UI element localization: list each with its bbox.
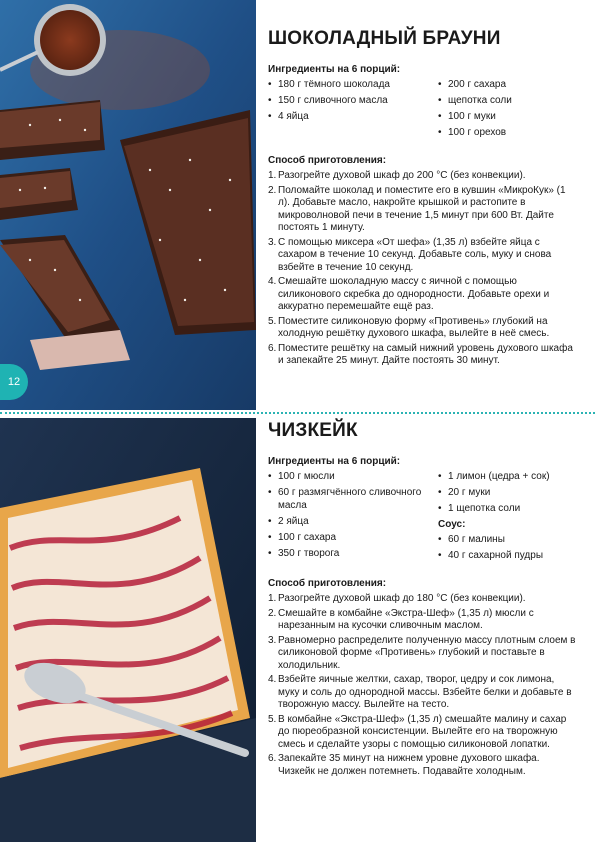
ingredient-item: • 350 г творога bbox=[268, 548, 438, 561]
step-item bbox=[268, 170, 578, 183]
step-text: Разогрейте духовой шкаф до 200 °C (без конвекции). bbox=[278, 170, 526, 181]
ingredient-item: • 1 щепотка соли bbox=[438, 503, 578, 516]
step-number: 3. bbox=[268, 634, 277, 646]
ingredient-item: • 150 г сливочного масла bbox=[268, 95, 438, 108]
step-text: Равномерно распределите полученную массу плотным слоем в силиконовой форме «Противень» глубокий и поставьте в холодильник. bbox=[278, 634, 576, 671]
ingredient-item: • 180 г тёмного шоколада bbox=[268, 79, 438, 92]
step-item bbox=[268, 276, 578, 314]
step-text: Поместите решётку на самый нижний уровень духового шкафа и запекайте 25 минут. Дайте постоять 30 минут. bbox=[278, 342, 573, 366]
step-number: 6. bbox=[268, 753, 277, 764]
step-number: 6. bbox=[268, 342, 277, 354]
step-item bbox=[268, 593, 578, 606]
step-text: Запекайте 35 минут на нижнем уровне духового шкафа. Чизкейк не должен потемнеть. Подавайте холодным. bbox=[278, 753, 540, 777]
step-item bbox=[268, 714, 578, 752]
brownie-method-heading: Способ приготовления: bbox=[268, 155, 387, 166]
ingredient-item: • 100 г орехов bbox=[438, 127, 578, 140]
step-number: 5. bbox=[268, 315, 277, 327]
step-text: С помощью миксера «От шефа» (1,35 л) взбейте яйца с сахаром в течение 10 секунд. Добавьте соль, муку и снова взбейте в течение 10 секунд. bbox=[278, 236, 552, 273]
step-item bbox=[268, 608, 578, 633]
step-text: Разогрейте духовой шкаф до 180 °C (без конвекции). bbox=[278, 593, 526, 604]
cheesecake-ingredients-col2 bbox=[438, 471, 578, 566]
ingredient-item: • 60 г размягчённого сливочного масла bbox=[268, 487, 438, 512]
ingredient-item: • 100 г муки bbox=[438, 111, 578, 124]
step-text: В комбайне «Экстра-Шеф» (1,35 л) смешайте малину и сахар до пюреобразной консистенции. Вылейте его на творожную смесь и сделайте узоры с помощью силиконовой лопатки. bbox=[278, 713, 567, 750]
step-number: 1. bbox=[268, 593, 277, 604]
step-number: 4. bbox=[268, 674, 277, 685]
brownie-ingredients bbox=[268, 79, 578, 143]
step-number: 2. bbox=[268, 607, 277, 619]
ingredient-item: • 200 г сахара bbox=[438, 79, 578, 92]
step-text: Поместите силиконовую форму «Противень» глубокий на холодную решётку духового шкафа, вылейте в неё смесь. bbox=[278, 315, 550, 339]
ingredient-item: • 40 г сахарной пудры bbox=[438, 550, 578, 563]
brownie-ingredients-col1 bbox=[268, 79, 438, 143]
ingredient-item: • 100 г сахара bbox=[268, 532, 438, 545]
cheesecake-recipe bbox=[268, 420, 578, 780]
ingredient-item: • 60 г малины bbox=[438, 534, 578, 547]
section-divider bbox=[0, 412, 595, 414]
step-item bbox=[268, 753, 578, 778]
step-text: Поломайте шоколад и поместите его в кувшин «МикроКук» (1 л). Добавьте масло, накройте крышкой и растопите в микроволновой печи в течение 1,5 минут при 600 Вт. Дайте постоять 1 минуту. bbox=[278, 184, 566, 233]
step-number: 2. bbox=[268, 184, 277, 196]
brownie-photo bbox=[0, 0, 256, 410]
ingredient-item: • 4 яйца bbox=[268, 111, 438, 124]
sauce-heading: Соус: bbox=[438, 519, 466, 530]
step-number: 4. bbox=[268, 276, 277, 287]
step-item bbox=[268, 316, 578, 341]
brownie-steps bbox=[268, 170, 578, 368]
brownie-ingredients-col2 bbox=[438, 79, 578, 143]
ingredient-item: • щепотка соли bbox=[438, 95, 578, 108]
step-number: 3. bbox=[268, 236, 277, 248]
step-item bbox=[268, 635, 578, 673]
step-item bbox=[268, 343, 578, 368]
brownie-ingredients-heading: Ингредиенты на 6 порций: bbox=[268, 64, 401, 75]
ingredient-item: • 2 яйца bbox=[268, 516, 438, 529]
page-number: 12 bbox=[0, 364, 28, 400]
step-item bbox=[268, 185, 578, 235]
cheesecake-title: ЧИЗКЕЙК bbox=[268, 420, 358, 441]
step-item bbox=[268, 674, 578, 712]
cheesecake-ingredients-col1 bbox=[268, 471, 438, 566]
ingredient-item: • 20 г муки bbox=[438, 487, 578, 500]
brownie-recipe bbox=[268, 28, 578, 370]
step-text: Смешайте в комбайне «Экстра-Шеф» (1,35 л) мюсли с нарезанным на кусочки сливочным маслом. bbox=[278, 607, 534, 631]
cheesecake-method-heading: Способ приготовления: bbox=[268, 578, 387, 589]
cheesecake-steps bbox=[268, 593, 578, 778]
sauce-ingredients bbox=[438, 534, 578, 563]
cheesecake-ingredients bbox=[268, 471, 578, 566]
ingredient-item: • 100 г мюсли bbox=[268, 471, 438, 484]
step-number: 1. bbox=[268, 170, 277, 181]
ingredient-item: • 1 лимон (цедра + сок) bbox=[438, 471, 578, 484]
step-item bbox=[268, 237, 578, 275]
cheesecake-photo bbox=[0, 418, 256, 842]
cheesecake-ingredients-heading: Ингредиенты на 6 порций: bbox=[268, 456, 401, 467]
step-text: Смешайте шоколадную массу с яичной с помощью силиконового скребка до однородности. Добавьте орехи и аккуратно перемешайте ещё раз. bbox=[278, 276, 550, 312]
step-number: 5. bbox=[268, 713, 277, 725]
step-text: Взбейте яичные желтки, сахар, творог, цедру и сок лимона, муку и соль до однородной массы. Взбейте белки и добавьте в творожную массу. Вылейте на тесто. bbox=[278, 674, 572, 710]
brownie-title: ШОКОЛАДНЫЙ БРАУНИ bbox=[268, 28, 501, 49]
